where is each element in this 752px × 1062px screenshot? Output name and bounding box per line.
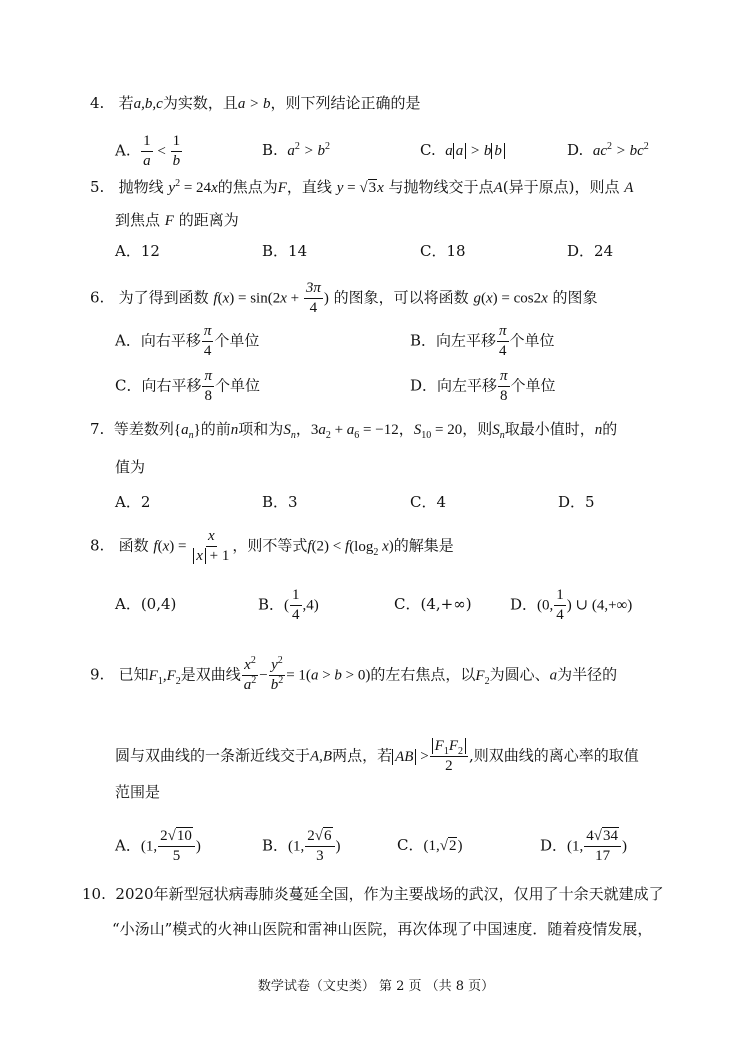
q6-stem: 6. 为了得到函数 f(x) = sin(2x + $\frac{3\pi}{4}$ ) 的图象，可以将函数 g(x) = cos2x 的图象 (90, 280, 598, 316)
q6-option-a: A．向右平移 $\frac{\pi}{4}$ 个单位 (115, 323, 260, 359)
q7-stem-line1: 7. 等差数列$\{a_n\}$的前n项和为$S_n$，$3a_2 + a_6 = -12$，$S_{10} = 20$，则$S_n$取最小值时，n的 (90, 420, 618, 441)
q9-stem-line3: 范围是 (115, 783, 161, 801)
q5-option-c: C．18 (420, 242, 466, 260)
q8-option-d: D．(0, $\frac{1}{4}$ ) ∪ (4,+∞) (510, 587, 633, 623)
q9-option-c: C．(1,√2) (397, 836, 463, 854)
q4-option-c: C. a a > b b (420, 143, 505, 159)
q9-option-b: B．(1, $\frac{2√6}{3}$ ) (262, 828, 341, 864)
q9-stem-line1: 9. 已知$F_1,F_2$是双曲线 $\frac{x^2}{a^2}$ − $\frac{y^2}{b^2}$ = 1(a > b > 0)的左右焦点，以$F_2$为圆心、a为半径的 (90, 655, 618, 693)
q7-option-d: D．5 (558, 493, 595, 511)
q7-stem-line2: 值为 (115, 458, 146, 476)
q4-option-a: A. $\frac{1}{a}$ < $\frac{1}{b}$ (115, 133, 181, 169)
q9-stem-line2: 圆与双曲线的一条渐近线交于A,B两点，若 AB > $\frac{F_1F_2}{2}$ ,则双曲线的离心率的取值 (115, 738, 639, 774)
page-footer: 数学试卷（文史类） 第 2 页 （共 8 页） (257, 979, 495, 994)
q10-stem-line2: “小汤山”模式的火神山医院和雷神山医院，再次体现了中国速度．随着疫情发展， (112, 920, 653, 938)
q9-option-a: A．(1, $\frac{2√10}{5}$ ) (115, 828, 201, 864)
q7-option-b: B．3 (262, 493, 298, 511)
q6-option-d: D．向左平移 $\frac{\pi}{8}$ 个单位 (410, 368, 556, 404)
q5-stem-line2: 到焦点 F 的距离为 (115, 211, 239, 229)
q4-stem: 4. 若a,b,c为实数，且a > b，则下列结论正确的是 (90, 94, 421, 112)
q8-option-a: A．(0,4) (115, 595, 177, 613)
q5-stem-line1: 5. 抛物线 $y^2 = 24x$的焦点为F，直线 y = √3x 与抛物线交于点A(异于原点)，则点 A (90, 178, 634, 196)
q7-option-c: C．4 (410, 493, 447, 511)
q9-option-d: D．(1, $\frac{4√34}{17}$ ) (540, 828, 628, 864)
q4-option-d: D. $ac^2 > bc^2$ (567, 141, 649, 159)
q6-option-b: B．向左平移 $\frac{\pi}{4}$ 个单位 (410, 323, 555, 359)
q5-option-d: D．24 (567, 242, 614, 260)
q8-stem: 8. 函数 f(x) = $\frac{x}{x + 1}$ ，则不等式$f(2) < f(\log_2$ x)的解集是 (90, 528, 454, 564)
q5-option-a: A．12 (115, 242, 160, 260)
q8-option-c: C．(4,+∞) (394, 595, 472, 613)
q4-option-b: B. $a^2 > b^2$ (262, 141, 330, 159)
q8-option-b: B．( $\frac{1}{4}$ ,4) (258, 587, 319, 623)
q10-stem-line1: 10. 2020年新型冠状病毒肺炎蔓延全国，作为主要战场的武汉，仅用了十余天就建成了 (82, 885, 664, 903)
q6-option-c: C．向右平移 $\frac{\pi}{8}$ 个单位 (115, 368, 261, 404)
q7-option-a: A．2 (115, 493, 151, 511)
q5-option-b: B．14 (262, 242, 308, 260)
